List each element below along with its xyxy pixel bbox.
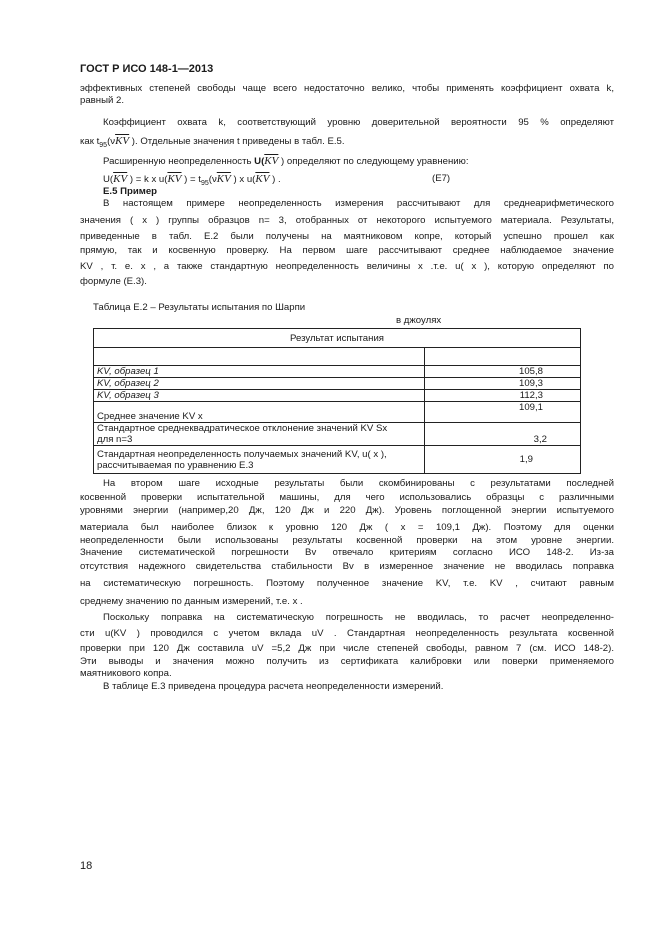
- table-header-row: [94, 329, 581, 348]
- coef-kv-mean: $\overline{KV}$: [115, 135, 130, 147]
- eq-part-3: (ν: [208, 174, 217, 185]
- second-line-2: косвенной проверки испытательной машины, для чего использовались образцы с различными: [80, 492, 614, 503]
- coef-line-1: Коэффициент охвата k, соответствующий уровню доверительной вероятности 95 % определяют: [103, 117, 614, 128]
- expanded-pre: Расширенную неопределенность: [103, 156, 255, 167]
- row-label: Стандартная неопределенность получаемых значений KV, u( x ),: [97, 449, 387, 460]
- example-line-4: прямую, так и косвенную проверку. На первом шаге рассчитывают среднее наблюдаемое значение: [80, 245, 614, 256]
- results-table: [93, 328, 581, 474]
- row-label-2: для n=3: [97, 434, 133, 445]
- eq-kv-2: $\overline{KV}$: [167, 173, 182, 185]
- row-value: 109,1: [425, 402, 581, 423]
- second-line-9: среднему значению по данным измерений, т.е. x .: [80, 596, 303, 607]
- eq-u: U(: [103, 174, 114, 185]
- third-final-line: В таблице Е.3 приведена процедура расчета неопределенности измерений.: [103, 681, 444, 692]
- table-row: [94, 390, 581, 402]
- table-row: [94, 366, 581, 378]
- row-value: 109,3: [425, 378, 581, 390]
- row-value: 105,8: [425, 366, 581, 378]
- third-line-4: Эти выводы и значения можно получить из сертификата калибровки или поверки применяемого: [80, 656, 614, 667]
- table-row: [94, 423, 581, 446]
- example-line-2: значения ( x ) группы образцов n= 3, отобранных от некоторого испытуемого материала. Результаты,: [80, 215, 614, 226]
- page-number: 18: [80, 860, 93, 872]
- coef-line-2-tail: ). Отдельные значения t приведены в табл. Е.5.: [129, 136, 345, 147]
- second-line-6: Значение систематической погрешности Bv отвечало критериям согласно ИСО 148-2. Из-за: [80, 547, 614, 558]
- row-label: KV, образец 2: [94, 378, 425, 390]
- third-line-2: сти u(KV ) проводился с учетом вклада uV . Стандартная неопределенность результата косвенной: [80, 628, 614, 639]
- third-line-3: проверки при 120 Дж составила uV =5,2 Дж при числе степеней свободы, равном 7 (см. ИСО 148-2).: [80, 643, 614, 654]
- expanded-post: ) определяют по следующему уравнению:: [278, 156, 469, 167]
- table-header-cell: Результат испытания: [94, 329, 581, 348]
- example-line-5: KV , т. е. x , а также стандартную неопределенность величины x .т.е. u( x ), которую определяют по: [80, 261, 614, 272]
- row-label: KV, образец 3: [94, 390, 425, 402]
- second-line-1: На втором шаге исходные результаты были скомбинированы с результатами последней: [103, 478, 614, 489]
- row-label-cell: [94, 446, 425, 474]
- eq-label: (Е7): [432, 173, 451, 184]
- eq-part-2: ) = t: [181, 174, 201, 185]
- table-spacer-row: [94, 348, 581, 366]
- second-line-5: неопределенности были использованы результаты косвенной проверки на этом уровне энергии.: [80, 535, 614, 546]
- table-row: [94, 378, 581, 390]
- row-label-cell: [94, 423, 425, 446]
- example-line-3: приведенные в табл. Е.2 были получены на маятниковом копре, который успешно прошел как: [80, 231, 614, 242]
- table-unit: в джоулях: [396, 315, 442, 326]
- third-line-1: Поскольку поправка на систематическую погрешность не вводилась, то расчет неопределенно-: [103, 612, 614, 623]
- row-label: Стандартное среднеквадратическое отклонение значений KV Sx: [97, 423, 388, 434]
- table-caption: Таблица Е.2 – Результаты испытания по Шарпи: [93, 302, 306, 313]
- expanded-kv-mean: $\overline{KV}$: [264, 155, 279, 167]
- expanded-line: [103, 155, 614, 168]
- row-value: 1,9: [425, 446, 581, 474]
- row-label: KV, образец 1: [94, 366, 425, 378]
- third-line-5: маятникового копра.: [80, 668, 172, 679]
- eq-sub: 95: [200, 179, 209, 187]
- table-row: [94, 402, 581, 423]
- eq-part-5: ) .: [269, 174, 281, 185]
- eq-kv-3: $\overline{KV}$: [216, 173, 231, 185]
- example-line-6: формуле (Е.3).: [80, 276, 147, 287]
- intro-line-2: равный 2.: [80, 95, 124, 106]
- coef-line-2: [80, 135, 614, 152]
- table-row: [94, 446, 581, 474]
- eq-kv-1: $\overline{KV}$: [113, 173, 128, 185]
- second-line-3: уровнями энергии (например,20 Дж, 120 Дж и 220 Дж). Уровень поглощенной энергии испытуемого: [80, 505, 614, 516]
- expanded-u: U(: [254, 156, 265, 167]
- row-label-2: рассчитываемая по уравнению Е.3: [97, 460, 254, 471]
- row-value: 112,3: [425, 390, 581, 402]
- intro-line-1: эффективных степеней свободы чаще всего недостаточно велико, чтобы применять коэффициент охвата k,: [80, 83, 614, 94]
- second-line-7: отсутствия надежного свидетельства стабильности Bv в измеренное значение не вводилась поправка: [80, 561, 614, 572]
- second-line-8: на систематическую погрешность. Поэтому полученное значение KV, т.е. KV , считают равным: [80, 578, 614, 589]
- row-label: Среднее значение KV x: [94, 402, 425, 423]
- page-header-title: ГОСТ Р ИСО 148-1—2013: [80, 63, 214, 75]
- coef-t-label: как t: [80, 136, 100, 147]
- example-heading: Е.5 Пример: [103, 186, 158, 197]
- eq-part-1: ) = k x u(: [127, 174, 168, 185]
- row-value: 3,2: [425, 423, 581, 446]
- second-line-4: материала был наиболее близок к уровню 120 Дж ( x = 109,1 Дж). Поэтому для оценки: [80, 522, 614, 533]
- eq-part-4: ) x u(: [230, 174, 256, 185]
- eq-kv-4: $\overline{KV}$: [255, 173, 270, 185]
- coef-t-sub: 95: [99, 141, 108, 149]
- example-line-1: В настоящем примере неопределенность измерения рассчитывают для среднеарифметического: [103, 198, 614, 209]
- coef-nu: (ν: [107, 136, 116, 147]
